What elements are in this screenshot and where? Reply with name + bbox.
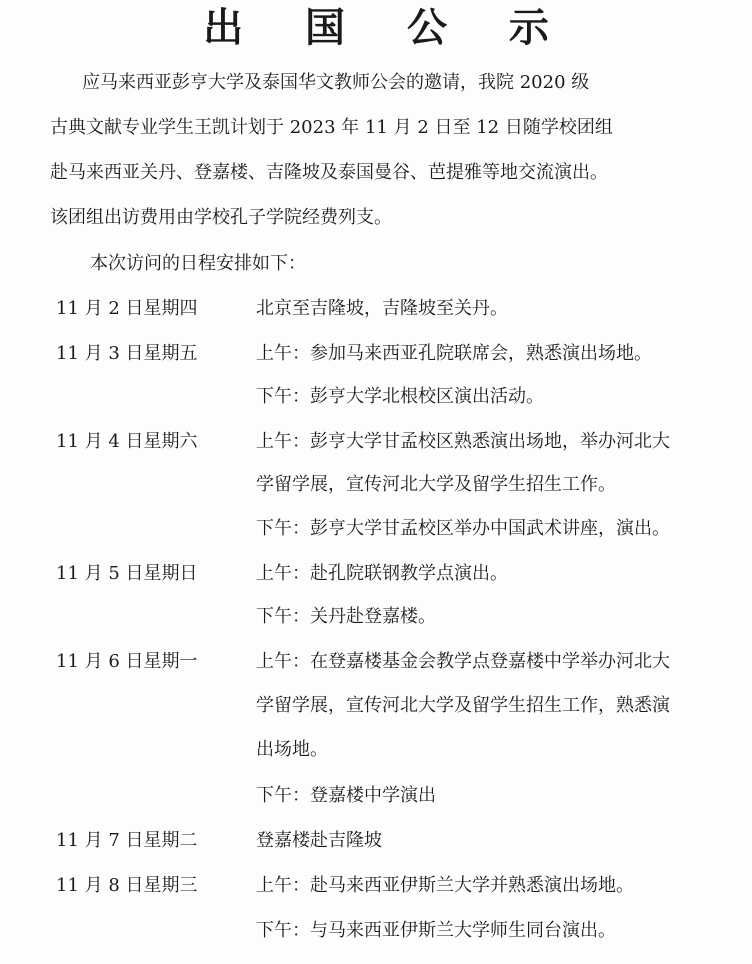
intro-line-1: 应马来西亚彭亨大学及泰国华文教师公会的邀请，我院 2020 级 xyxy=(82,72,590,93)
schedule-date: 11 月 8 日星期三 xyxy=(56,875,198,896)
schedule-entry: 北京至吉隆坡，吉隆坡至关丹。 xyxy=(256,298,508,319)
schedule-date: 11 月 7 日星期二 xyxy=(56,830,198,851)
schedule-entry: 学留学展，宣传河北大学及留学生招生工作。 xyxy=(256,474,616,495)
schedule-entry: 上午：在登嘉楼基金会教学点登嘉楼中学举办河北大 xyxy=(256,651,670,672)
schedule-entry: 学留学展，宣传河北大学及留学生招生工作，熟悉演 xyxy=(256,695,670,716)
schedule-entry: 下午：彭亨大学甘孟校区举办中国武术讲座，演出。 xyxy=(256,518,670,539)
schedule-entry: 上午：彭亨大学甘孟校区熟悉演出场地，举办河北大 xyxy=(256,431,670,452)
schedule-entry: 下午：与马来西亚伊斯兰大学师生同台演出。 xyxy=(256,920,616,941)
intro-line-2: 古典文献专业学生王凯计划于 2023 年 11 月 2 日至 12 日随学校团组 xyxy=(50,117,613,138)
intro-line-4: 该团组出访费用由学校孔子学院经费列支。 xyxy=(50,207,392,228)
schedule-date: 11 月 4 日星期六 xyxy=(56,431,198,452)
schedule-entry: 登嘉楼赴吉隆坡 xyxy=(256,830,382,851)
schedule-entry: 下午：关丹赴登嘉楼。 xyxy=(256,606,436,627)
schedule-date: 11 月 3 日星期五 xyxy=(56,343,198,364)
schedule-entry: 上午：参加马来西亚孔院联席会，熟悉演出场地。 xyxy=(256,343,652,364)
schedule-entry: 上午：赴孔院联钢教学点演出。 xyxy=(256,563,508,584)
schedule-date: 11 月 6 日星期一 xyxy=(56,651,198,672)
intro-line-3: 赴马来西亚关丹、登嘉楼、吉隆坡及泰国曼谷、芭提雅等地交流演出。 xyxy=(50,162,608,183)
schedule-entry: 下午：登嘉楼中学演出 xyxy=(256,785,436,806)
schedule-date: 11 月 2 日星期四 xyxy=(56,298,198,319)
schedule-entry: 下午：彭亨大学北根校区演出活动。 xyxy=(256,386,544,407)
schedule-entry: 出场地。 xyxy=(256,739,328,760)
schedule-entry: 上午：赴马来西亚伊斯兰大学并熟悉演出场地。 xyxy=(256,875,634,896)
schedule-date: 11 月 5 日星期日 xyxy=(56,563,198,584)
document-title: 出 国 公 示 xyxy=(203,4,573,51)
intro-line-5: 本次访问的日程安排如下： xyxy=(90,253,306,274)
